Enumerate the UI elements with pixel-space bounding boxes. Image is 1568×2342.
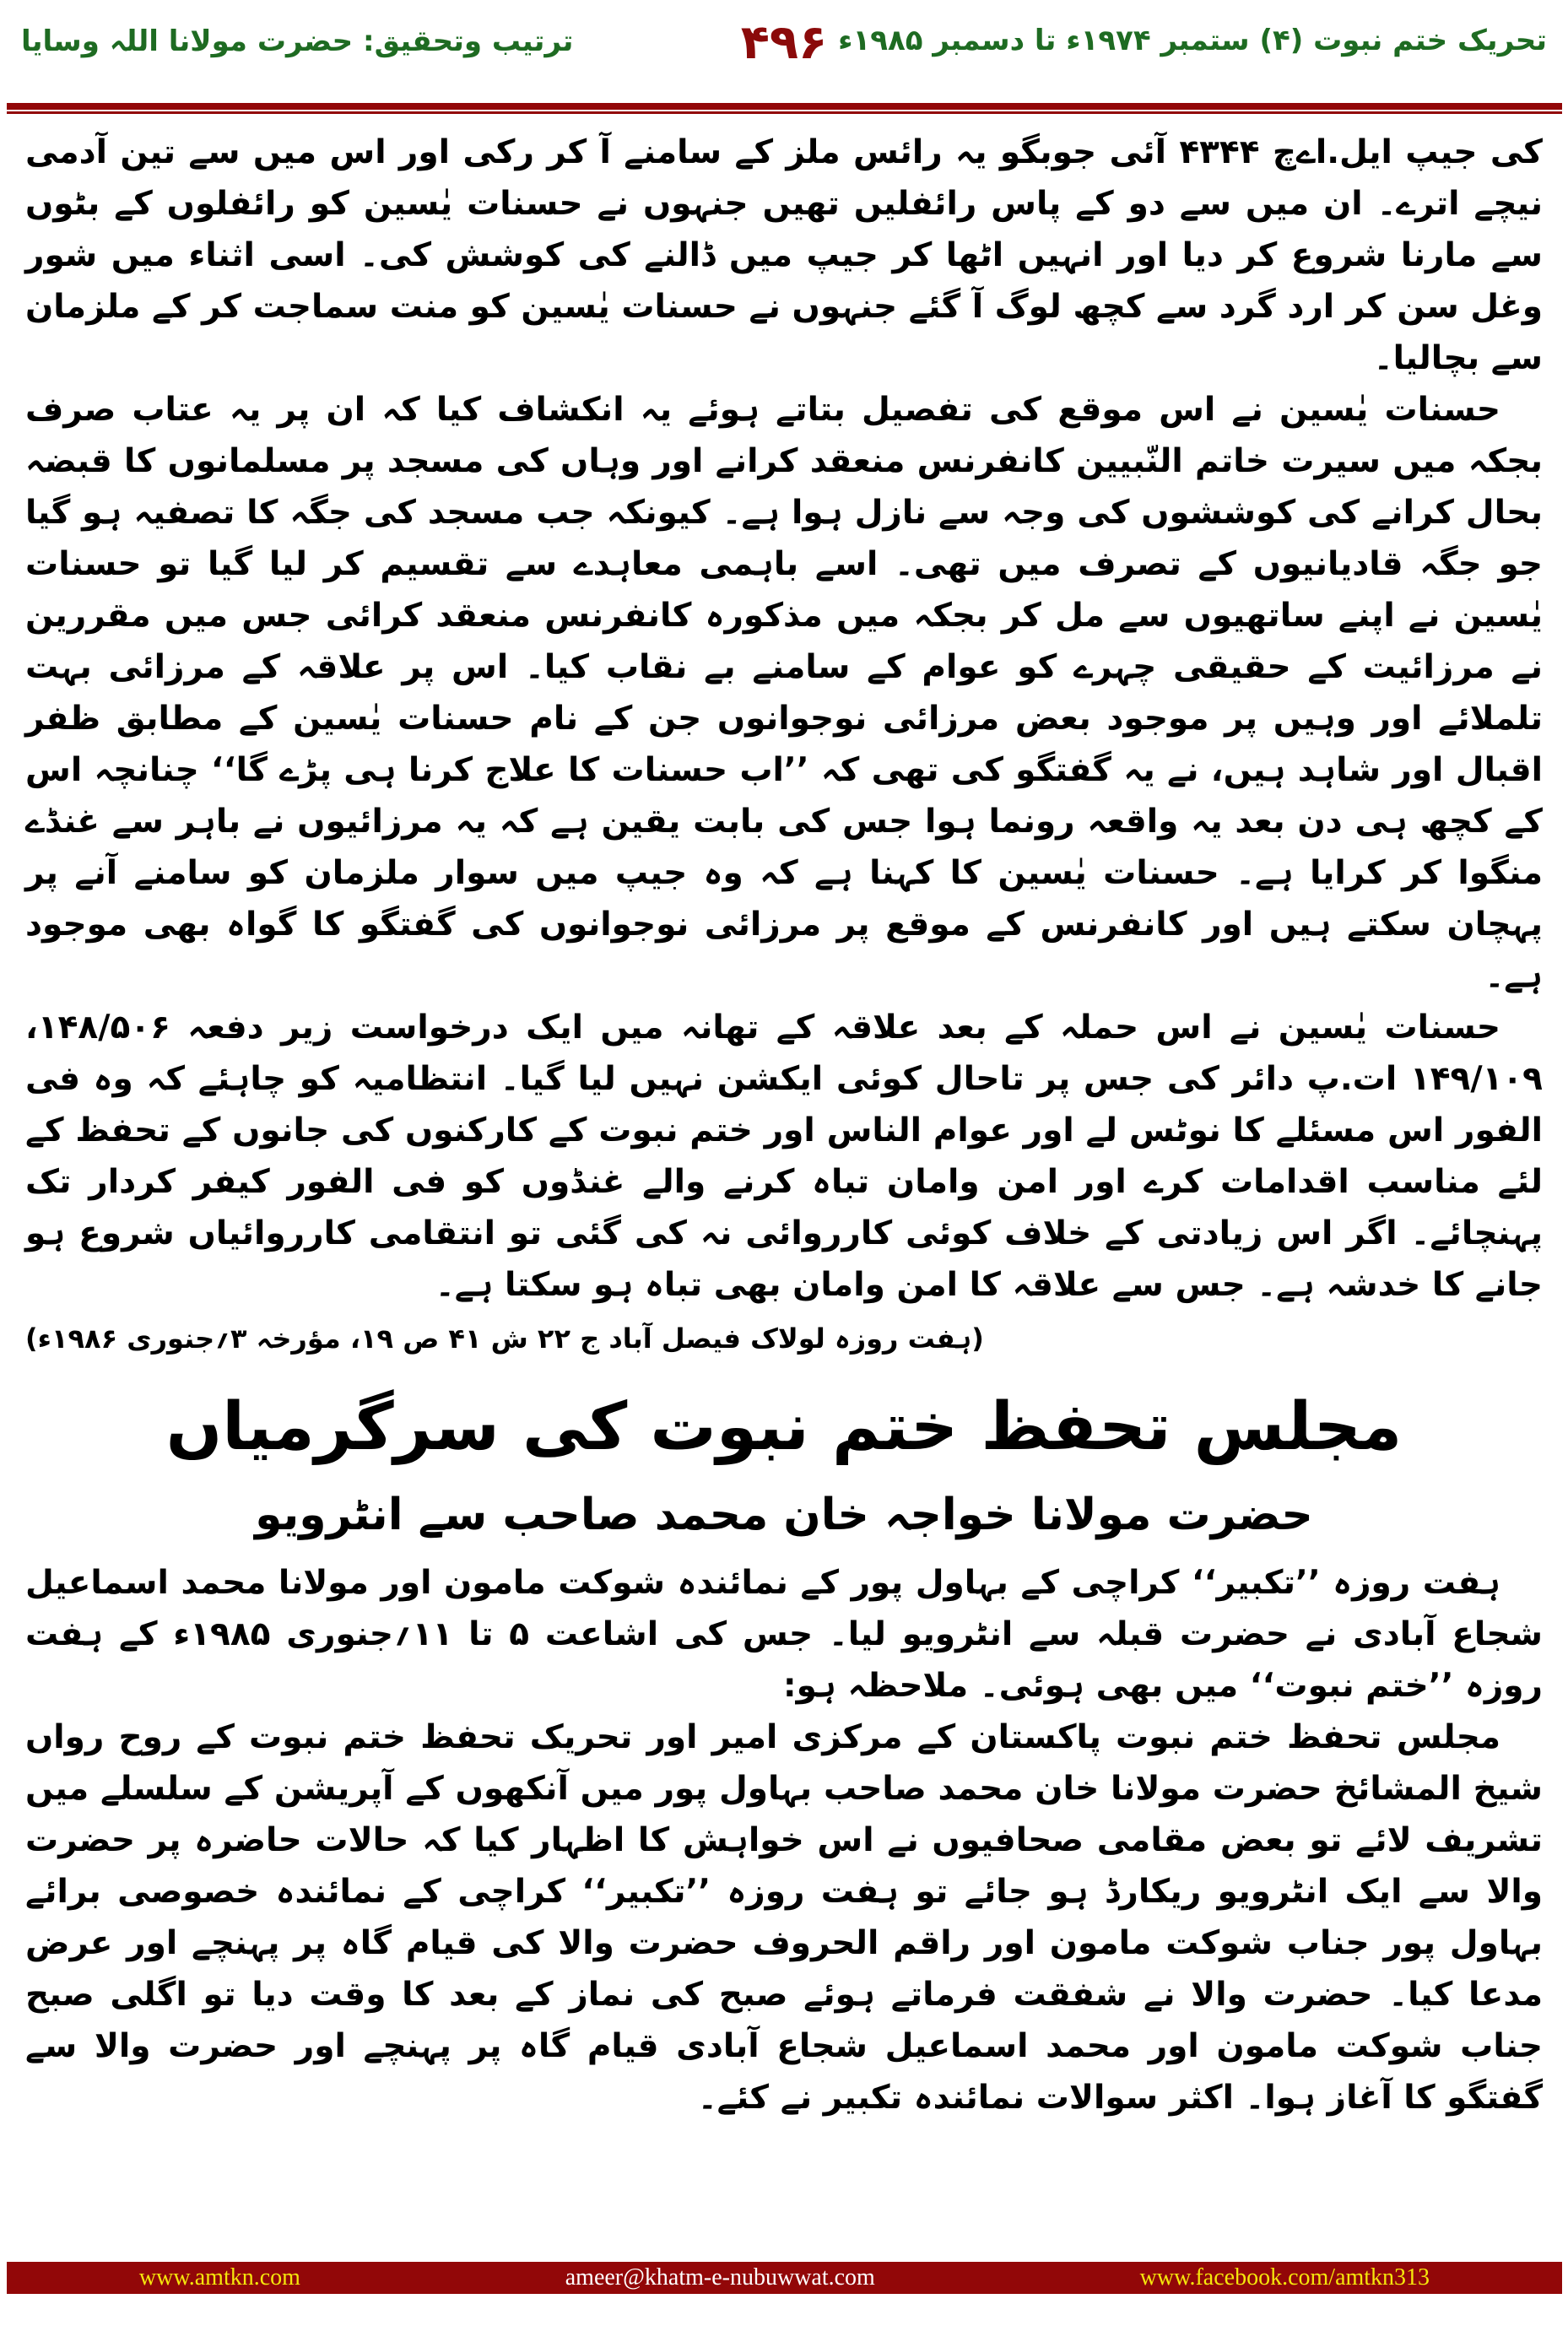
website-link[interactable]: www.amtkn.com bbox=[138, 2264, 300, 2291]
header-divider-thin bbox=[7, 111, 1562, 114]
section-title: مجلس تحفظ ختم نبوت کی سرگرمیاں bbox=[165, 1389, 1403, 1465]
facebook-link[interactable]: www.facebook.com/amtkn313 bbox=[1139, 2264, 1430, 2291]
source-citation: (ہفت روزہ لولاک فیصل آباد ج ۲۲ ش ۴۱ ص ۱۹، مؤرخہ ۳؍جنوری ۱۹۸۶ء) bbox=[25, 1322, 984, 1355]
paragraph: حسنات یٰسین نے اس حملہ کے بعد علاقہ کے تھانہ میں ایک درخواست زیر دفعہ ۱۴۸/۵۰۶، ۱۴۹/۱۰۹ ات.پ دائر کی جس پر تاحال کوئی ایکشن نہیں لیا گیا۔ انتظامیہ کو چاہئے کہ وہ فی الفور اس مسئلے کا نوٹس لے اور عوام الناس اور ختم نبوت کے کارکنوں کی جانوں کے تحفظ کے لئے مناسب اقدامات کرے اور امن وامان تباہ کرنے والے غنڈوں کو فی الفور کیفر کردار تک پہنچائے۔ اگر اس زیادتی کے خلاف کوئی کارروائی نہ کی گئی تو انتقامی کارروائیاں شروع ہو جانے کا خدشہ ہے۔ جس سے علاقہ کا امن وامان بھی تباہ ہو سکتا ہے۔ bbox=[25, 1009, 1543, 1304]
email-link[interactable]: ameer@khatm-e-nubuwwat.com bbox=[565, 2264, 875, 2291]
page-footer bbox=[7, 2262, 1562, 2294]
page-content bbox=[25, 127, 1543, 2123]
paragraph: کی جیپ ایل.اےچ ۴۳۴۴ آئی جوبگو یہ رائس ملز کے سامنے آ کر رکی اور اس میں سے تین آدمی نیچے اترے۔ ان میں سے دو کے پاس رائفلیں تھیں جنہوں نے حسنات یٰسین کو رائفلوں کے بٹوں سے مارنا شروع کر دیا اور انہیں اٹھا کر جیپ میں ڈالنے کی کوشش کی۔ اسی اثناء میں شور وغل سن کر ارد گرد سے کچھ لوگ آ گئے جنہوں نے حسنات یٰسین کو منت سماجت کر کے ملزمان سے بچالیا۔ bbox=[25, 133, 1543, 377]
compiler-credit: ترتیب وتحقیق: حضرت مولانا اللہ وسایا bbox=[21, 24, 574, 58]
paragraph: ہفت روزہ ’’تکبیر‘‘ کراچی کے بہاول پور کے نمائندہ شوکت مامون اور مولانا محمد اسماعیل شجاع آبادی نے حضرت قبلہ سے انٹرویو لیا۔ جس کی اشاعت ۵ تا ۱۱؍جنوری ۱۹۸۵ء کے ہفت روزہ ’’ختم نبوت‘‘ میں بھی ہوئی۔ ملاحظہ ہو: bbox=[25, 1564, 1543, 1705]
paragraph: مجلس تحفظ ختم نبوت پاکستان کے مرکزی امیر اور تحریک تحفظ ختم نبوت کے روح رواں شیخ المشائخ حضرت مولانا خان محمد صاحب بہاول پور میں آنکھوں کے آپریشن کے سلسلے میں تشریف لائے تو بعض مقامی صحافیوں نے اس خواہش کا اظہار کیا کہ حالات حاضرہ پر حضرت والا سے ایک انٹرویو ریکارڈ ہو جائے تو ہفت روزہ ’’تکبیر‘‘ کراچی کے نمائندہ خصوصی برائے بہاول پور جناب شوکت مامون اور راقم الحروف حضرت والا کی قیام گاہ پر پہنچے اور عرض مدعا کیا۔ حضرت والا نے شفقت فرماتے ہوئے صبح کی نماز کے بعد کا وقت دیا تو اگلی صبح جناب شوکت مامون اور محمد اسماعیل شجاع آبادی قیام گاہ پر پہنچے اور حضرت والا سے گفتگو کا آغاز ہوا۔ اکثر سوالات نمائندہ تکبیر نے کئے۔ bbox=[25, 1718, 1543, 2117]
page-header bbox=[0, 0, 1568, 105]
header-divider-thick bbox=[7, 103, 1562, 110]
section-subtitle: حضرت مولانا خواجہ خان محمد صاحب سے انٹرویو bbox=[255, 1490, 1313, 1540]
page-number: ۴۹۶ bbox=[740, 15, 828, 70]
paragraph: حسنات یٰسین نے اس موقع کی تفصیل بتاتے ہوئے یہ انکشاف کیا کہ ان پر یہ عتاب صرف بجکہ میں سیرت خاتم النّبیین کانفرنس منعقد کرانے اور وہاں کی مسجد پر مسلمانوں کا قبضہ بحال کرانے کی کوششوں کی وجہ سے نازل ہوا ہے۔ کیونکہ جب مسجد کی جگہ کا تصفیہ ہو گیا جو جگہ قادیانیوں کے تصرف میں تھی۔ اسے باہمی معاہدے سے تقسیم کر لیا گیا تو حسنات یٰسین نے اپنے ساتھیوں سے مل کر بجکہ میں مذکورہ کانفرنس منعقد کرائی جس میں مقررین نے مرزائیت کے حقیقی چہرے کو عوام کے سامنے بے نقاب کیا۔ اس پر علاقہ کے مرزائی بہت تلملائے اور وہیں پر موجود بعض مرزائی نوجوانوں جن کے نام حسنات یٰسین کے مطابق ظفر اقبال اور شاہد ہیں، نے یہ گفتگو کی تھی کہ ’’اب حسنات کا علاج کرنا ہی پڑے گا‘‘ چنانچہ اس کے کچھ ہی دن بعد یہ واقعہ رونما ہوا جس کی بابت یقین ہے کہ یہ مرزائیوں نے باہر سے غنڈے منگوا کر کرایا ہے۔ حسنات یٰسین کا کہنا ہے کہ وہ جیپ میں سوار ملزمان کو سامنے آنے پر پہچان سکتے ہیں اور کانفرنس کے موقع پر مرزائی نوجوانوں کی گفتگو کا گواہ بھی موجود ہے۔ bbox=[25, 391, 1543, 995]
book-title: تحریک ختم نبوت (۴) ستمبر ۱۹۷۴ء تا دسمبر ۱۹۸۵ء bbox=[838, 24, 1547, 57]
